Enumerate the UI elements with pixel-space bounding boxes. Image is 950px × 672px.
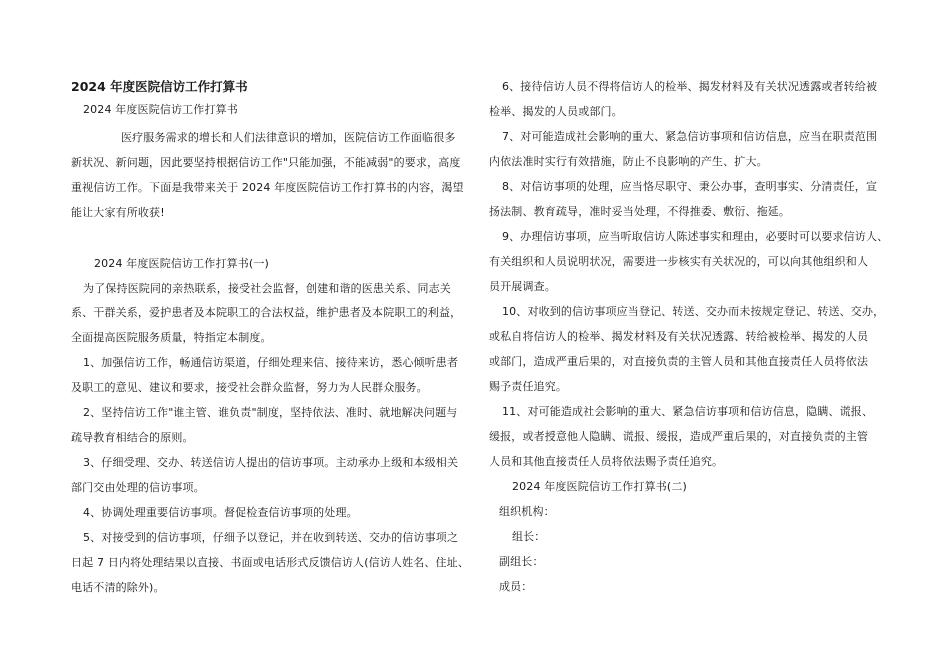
left-column-text-line: 1、加强信访工作，畅通信访渠道，仔细处理来信、接待来访，悉心倾听患者 (83, 356, 459, 369)
left-column-text-line: 3、仔细受理、交办、转送信访人提出的信访事项。主动承办上级和本级相关 (83, 456, 459, 469)
right-column-text-line: 组长： (512, 530, 546, 543)
right-column-text-line: 或私自将信访人的检举、揭发材料及有关状况透露、转给被检举、揭发的人员 (489, 330, 869, 343)
left-column-text-line: 2024 年度医院信访工作打算书(一) (94, 257, 269, 270)
right-column-text-line: 扬法制、教育疏导，准时妥当处理，不得推委、敷衍、拖延。 (489, 205, 791, 218)
right-column-text-line: 8、对信访事项的处理，应当恪尽职守、秉公办事，查明事实、分清责任，宣 (502, 180, 878, 193)
right-column-text-line: 赐予责任追究。 (489, 380, 568, 393)
left-column-text-line: 为了保持医院同的亲热联系，接受社会监督，创建和谐的医患关系、同志关 (83, 282, 451, 295)
right-column-text-line: 11、对可能造成社会影响的重大、紧急信访事项和信访信息，隐瞒、谎报、 (502, 405, 874, 418)
left-column-text-line: 全面提高医院服务质量，特指定本制度。 (71, 331, 272, 344)
left-column-text-line: 电话不清的除外)。 (71, 581, 165, 594)
right-column-text-line: 检举、揭发的人员或部门。 (489, 105, 623, 118)
right-column-text-line: 成员： (499, 580, 533, 593)
left-column-text-line: 2024 年度医院信访工作打算书 (83, 103, 238, 116)
right-column-text-line: 组织机构： (499, 505, 555, 518)
right-column-text-line: 副组长： (499, 555, 544, 568)
right-column-text-line: 7、对可能造成社会影响的重大、紧急信访事项和信访信息，应当在职责范围 (502, 130, 878, 143)
document-title: 2024 年度医院信访工作打算书 (71, 79, 248, 94)
left-column-text-line: 新状况、新问题，因此要坚持根据信访工作"只能加强，不能减弱"的要求，高度 (71, 156, 461, 169)
left-column-text-line: 部门交由处理的信访事项。 (71, 481, 205, 494)
right-column-text-line: 10、对收到的信访事项应当登记、转送、交办而未按规定登记、转送、交办， (502, 305, 885, 318)
right-column-text-line: 有关组织和人员说明状况，需要进一步核实有关状况的，可以向其他组织和人 (489, 255, 869, 268)
right-column-text-line: 或部门，造成严重后果的，对直接负责的主管人员和其他直接责任人员将依法 (489, 355, 869, 368)
left-column-text-line: 疏导教育相结合的原则。 (71, 431, 194, 444)
right-column-text-line: 9、办理信访事项，应当听取信访人陈述事实和理由，必要时可以要求信访人、 (502, 230, 889, 243)
left-column-text-line: 日起 7 日内将处理结果以直接、书面或电话形式反馈信访人(信访人姓名、住址、 (71, 556, 469, 569)
right-column-text-line: 人员和其他直接责任人员将依法赐予责任追究。 (489, 455, 724, 468)
left-column-text-line: 5、对接受到的信访事项，仔细予以登记，并在收到转送、交办的信访事项之 (83, 531, 459, 544)
left-column-text-line: 系、干群关系，爱护患者及本院职工的合法权益，维护患者及本院职工的利益， (71, 306, 462, 319)
right-column-text-line: 2024 年度医院信访工作打算书(二) (512, 480, 687, 493)
right-column-text-line: 员开展调查。 (489, 280, 556, 293)
right-column-text-line: 缓报，或者授意他人隐瞒、谎报、缓报，造成严重后果的，对直接负责的主管 (489, 430, 869, 443)
left-column-text-line: 重视信访工作。下面是我带来关于 2024 年度医院信访工作打算书的内容，渴望 (71, 181, 464, 194)
left-column-text-line: 4、协调处理重要信访事项。督促检查信访事项的处理。 (83, 506, 358, 519)
right-column-text-line: 内依法准时实行有效措施，防止不良影响的产生、扩大。 (489, 155, 768, 168)
left-column-text-line: 及职工的意见、建议和要求，接受社会群众监督，努力为人民群众服务。 (71, 381, 428, 394)
left-column-text-line: 医疗服务需求的增长和人们法律意识的增加，医院信访工作面临很多 (121, 131, 456, 144)
left-column-text-line: 能让大家有所收获! (71, 206, 165, 219)
left-column-text-line: 2、坚持信访工作"谁主管、谁负责"制度，坚持依法、准时、就地解决问题与 (83, 406, 458, 419)
right-column-text-line: 6、接待信访人员不得将信访人的检举、揭发材料及有关状况透露或者转给被 (502, 80, 878, 93)
